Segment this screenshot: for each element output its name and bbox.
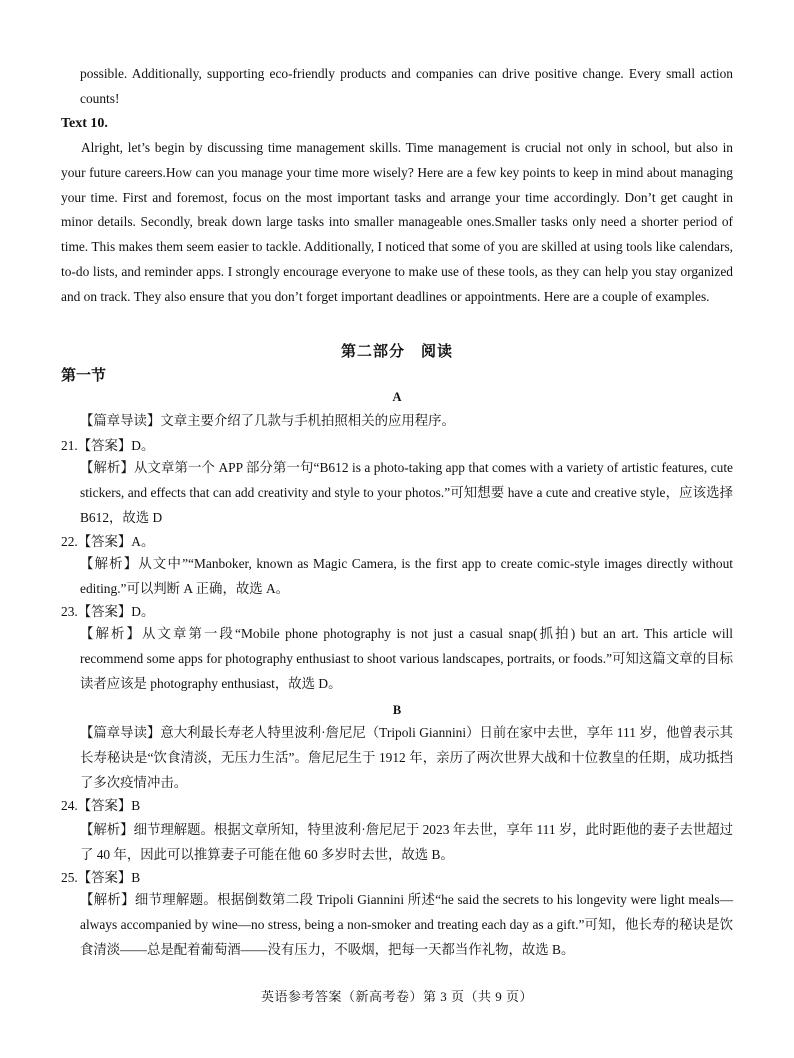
section1-label: 第一节 bbox=[61, 368, 107, 384]
passage-b-guide: 【篇章导读】意大利最长寿老人特里波利·詹尼尼（Tripoli Giannini）日前在家中去世，享年 111 岁，他曾表示其长寿秘诀是“饮食清淡，无压力生活”。詹尼尼生于 1912 年，亲历了两次世界大战和十位教皇的任期，成功抵挡了多次疫情冲击。 bbox=[80, 725, 733, 790]
q21-answer: 21.【答案】D。 bbox=[61, 438, 155, 453]
q22-explanation: 【解析】从文中”“Manboker, known as Magic Camera, is the first app to create comic-style images directly without editing.”可以判断 A 正确，故选 A。 bbox=[80, 556, 733, 596]
part2-title: 第二部分 阅读 bbox=[340, 344, 453, 360]
page-footer: 英语参考答案（新高考卷）第 3 页（共 9 页） bbox=[260, 989, 533, 1004]
q25-answer: 25.【答案】B bbox=[61, 870, 141, 885]
q23-answer: 23.【答案】D。 bbox=[61, 604, 155, 619]
passage-a-letter: A bbox=[392, 390, 402, 404]
text10-body: Alright, let’s begin by discussing time management skills. Time management is crucial not only in school, but also in your future careers.How can you manage your time more wisely? Here are a few key points to keep in mind about managing your time. First and foremost, focus on the most important tasks and arrange your time accordingly. Don’t get caught in minor details. Secondly, break down large tasks into smaller manageable ones.Smaller tasks only need a shorter period of time. This makes them seem easier to tackle. Additionally, I noticed that some of you are skilled at using tools like calendars, to-do lists, and reminder apps. I strongly encourage everyone to make use of these tools, as they can help you stay organized and on track. They also ensure that you don’t forget important deadlines or appointments. Here are a couple of examples. bbox=[61, 140, 733, 304]
q23-explanation: 【解析】从文章第一段“Mobile phone photography is not just a casual snap(抓拍) but an art. This article will recommend some apps for photography enthusiast to shoot various landscapes, portraits, or foods.”可知这篇文章的目标读者应该是 photography enthusiast，故选 D。 bbox=[80, 626, 733, 691]
q24-answer: 24.【答案】B bbox=[61, 798, 141, 813]
q25-explanation: 【解析】细节理解题。根据倒数第二段 Tripoli Giannini 所述“he said the secrets to his longevity were light meals—always accompanied by wine—no stress, being a non-smoker and treating each day as a gift.”可知，他长寿的秘诀是饮食清淡——总是配着葡萄酒——没有压力，不吸烟，把每一天都当作礼物，故选 B。 bbox=[80, 892, 733, 957]
q22-answer: 22.【答案】A。 bbox=[61, 534, 155, 549]
q21-explanation: 【解析】从文章第一个 APP 部分第一句“B612 is a photo-taking app that comes with a variety of artistic features, cute stickers, and effects that can add creativity and style to your photos.”可知想要 have a cute and creative style，应该选择 B612，故选 D bbox=[80, 460, 733, 525]
passage-a-guide: 【篇章导读】文章主要介绍了几款与手机拍照相关的应用程序。 bbox=[80, 413, 455, 428]
text10-label: Text 10. bbox=[61, 116, 108, 131]
continued-paragraph: possible. Additionally, supporting eco-friendly products and companies can drive positive change. Every small action counts! bbox=[80, 66, 733, 106]
passage-b-letter: B bbox=[392, 703, 402, 717]
q24-explanation: 【解析】细节理解题。根据文章所知，特里波利·詹尼尼于 2023 年去世，享年 111 岁，此时距他的妻子去世超过了 40 年，因此可以推算妻子可能在他 60 多岁时去世，故选 B。 bbox=[80, 822, 733, 862]
